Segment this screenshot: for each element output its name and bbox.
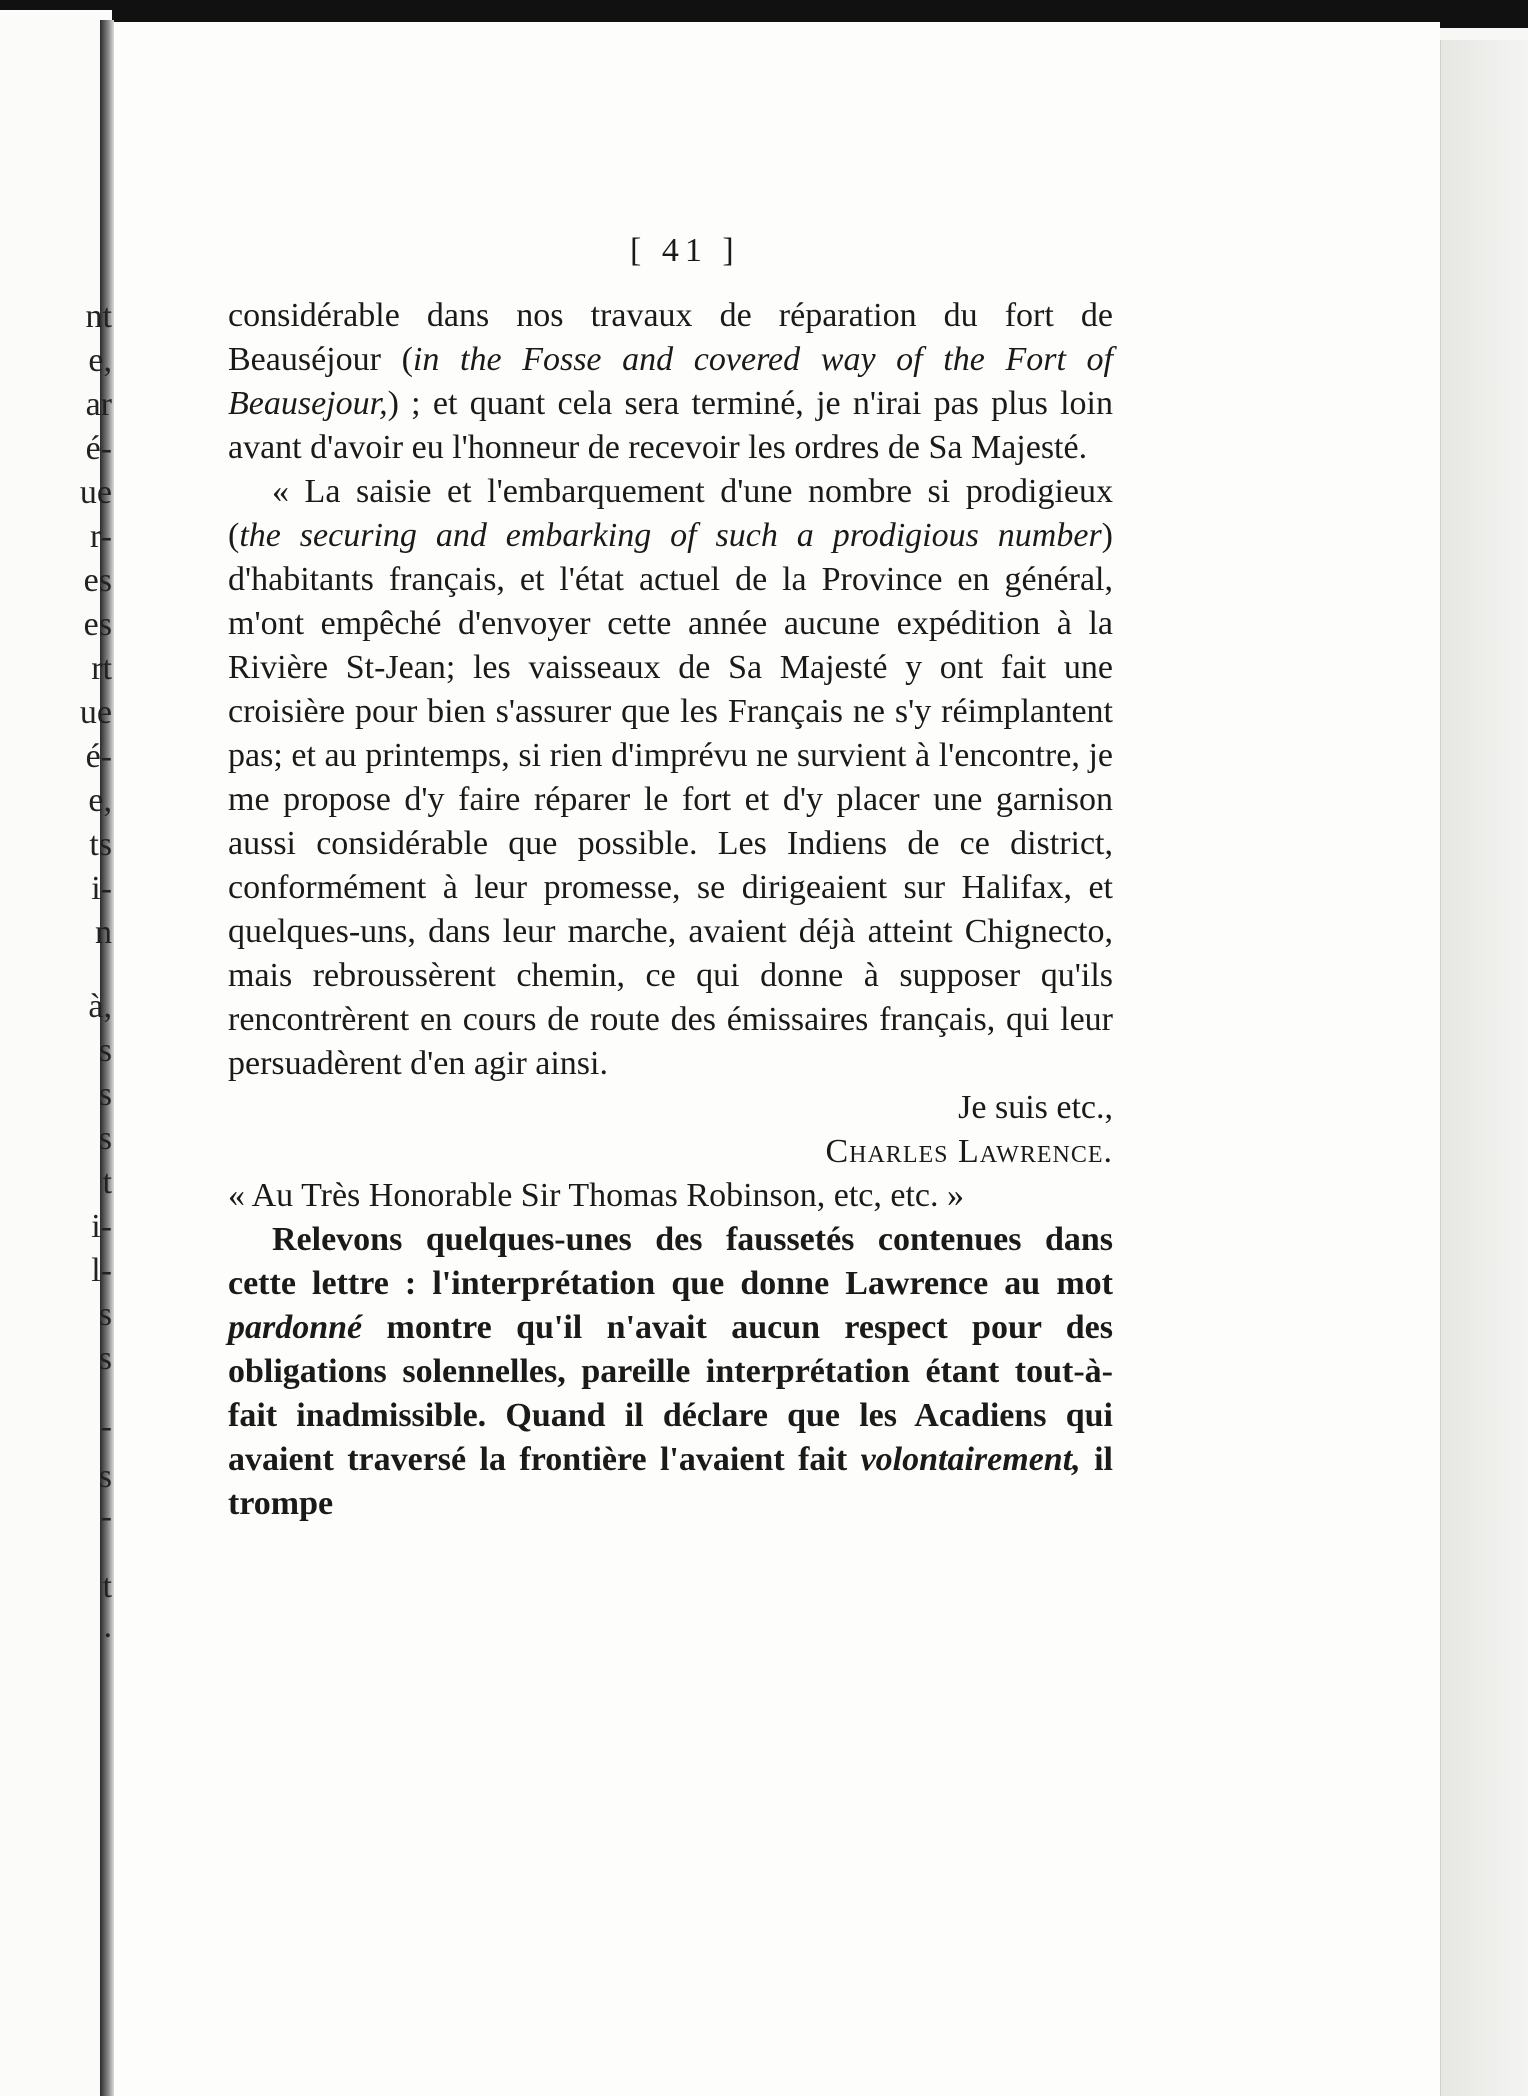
- left-page-fragment: e,: [88, 342, 112, 379]
- emphasis: volontairement,: [860, 1441, 1081, 1478]
- left-page-fragment: s: [98, 1296, 112, 1333]
- text-span: il trompe: [228, 1441, 1113, 1522]
- left-page-fragment: .: [103, 1608, 112, 1645]
- letter-signature: Charles Lawrence.: [825, 1133, 1113, 1170]
- letter-address: « Au Très Honorable Sir Thomas Robinson, etc, etc. »: [228, 1177, 964, 1214]
- emphasis: pardonné: [228, 1309, 363, 1346]
- text-span: considérable dans nos travaux de réparation du fort de Beauséjour (: [228, 297, 1113, 378]
- left-page-fragment: ts: [89, 826, 112, 863]
- left-page-fragment: nt: [85, 298, 112, 335]
- text-span: ) ; et quant cela sera terminé, je n'irai pas plus loin avant d'avoir eu l'honneur de recevoir les ordres de Sa Majesté.: [228, 385, 1113, 466]
- left-page-fragment: r-: [90, 518, 112, 555]
- left-page-fragment: i-: [91, 870, 112, 907]
- left-page-fragment: à,: [88, 988, 112, 1025]
- text-span: ) d'habitants français, et l'état actuel de la Province en général, m'ont empêché d'envoyer cette année aucune expédition à la Rivière St-Jean; les vaisseaux de Sa Majesté y ont fait une croisière pour bien s'assurer que les Français ne s'y réimplantent pas; et au printemps, si rien d'imprévu ne survient à l'encontre, je me propose d'y faire réparer le fort et d'y placer une garnison aussi considérable que possible. Les Indiens de ce district, conformément à leur promesse, se dirigeaient sur Halifax, et quelques-uns, dans leur marche, avaient déjà atteint Chignecto, mais rebroussèrent chemin, ce qui donne à supposer qu'ils rencontrèrent en cours de route des émissaires français, qui leur persuadèrent d'en agir ainsi.: [228, 517, 1113, 1082]
- left-page-fragment: ue: [79, 474, 112, 511]
- letter-closing: Je suis etc.,: [958, 1089, 1113, 1126]
- text-span: « La saisie et l'embarquement d'une nombre si prodigieux (: [228, 473, 1113, 554]
- text-span: Relevons quelques-unes des faussetés contenues dans cette lettre : l'interprétation que donne Lawrence au mot: [228, 1221, 1113, 1302]
- left-page-fragment: s: [98, 1032, 112, 1069]
- left-page-fragment: s: [98, 1458, 112, 1495]
- left-page-fragment: s: [98, 1076, 112, 1113]
- page-edges: [1440, 40, 1528, 2096]
- left-page-fragment: rt: [91, 650, 112, 687]
- left-page-fragment: ue: [79, 694, 112, 731]
- page-number: [ 41 ]: [630, 232, 740, 269]
- letter-paragraph-2: [228, 470, 1113, 1086]
- left-page-fragment: t: [102, 1164, 112, 1201]
- english-gloss: in the Fosse and covered way of the Fort of Beausejour,: [228, 341, 1113, 422]
- letter-paragraph-1: [228, 294, 1113, 470]
- text-span: montre qu'il n'avait aucun respect pour des obligations solennelles, pareille interprétation étant tout-à-fait inadmissible. Quand il déclare que les Acadiens qui avaient traversé la frontière l'avaient fait: [228, 1309, 1113, 1478]
- left-page-fragment: -: [100, 1408, 112, 1445]
- left-page-fragment: -: [100, 1498, 112, 1535]
- page-body: [228, 294, 1113, 1526]
- left-page-fragment: é-: [85, 430, 112, 467]
- left-page-fragment: ar: [85, 386, 112, 423]
- left-page-fragment: n: [95, 914, 112, 951]
- left-page-fragment: l-: [91, 1252, 112, 1289]
- left-page-fragment: t: [102, 1568, 112, 1605]
- left-page-fragment: é-: [85, 738, 112, 775]
- left-page-fragment: s: [98, 1340, 112, 1377]
- left-page-fragment: es: [83, 606, 112, 643]
- commentary-paragraph: [228, 1218, 1113, 1526]
- english-gloss: the securing and embarking of such a prodigious number: [239, 517, 1102, 554]
- left-page-fragment: e,: [88, 782, 112, 819]
- left-page-fragment: i-: [91, 1208, 112, 1245]
- left-page-fragment: es: [83, 562, 112, 599]
- left-page-fragment: s: [98, 1120, 112, 1157]
